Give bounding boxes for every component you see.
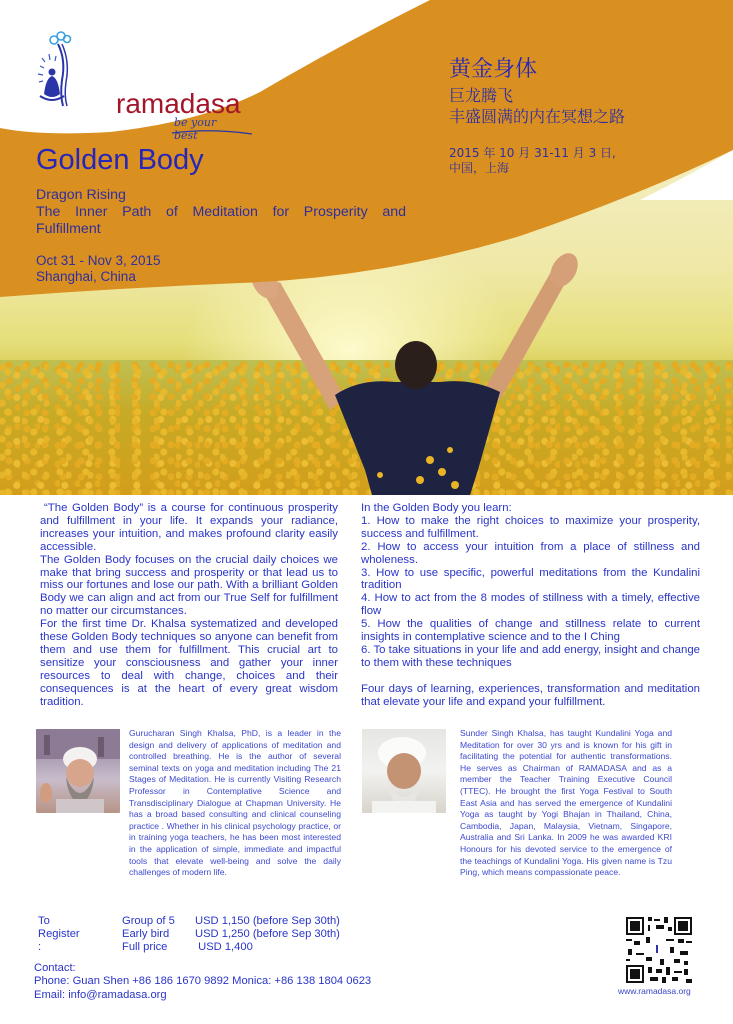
speaker-photo-sunder	[362, 729, 446, 813]
page-title-en: Golden Body	[36, 144, 204, 176]
subtitle-en-line3: Fulfillment	[36, 221, 101, 237]
contact-email[interactable]: Email: info@ramadasa.org	[34, 988, 167, 1001]
learn-item: 5. How the qualities of change and stillness relate to current insights in contemplative science and to the I Ching	[361, 618, 700, 644]
subtitle-zh	[449, 85, 625, 127]
intro-column	[40, 502, 338, 709]
tier-price: USD 1,400	[195, 941, 253, 953]
tier-name: Full price	[122, 941, 168, 953]
speaker-photo-gurucharan	[36, 729, 120, 813]
contact-block	[34, 962, 371, 1002]
brand-tagline: be your best	[174, 116, 217, 142]
website-link[interactable]: www.ramadasa.org	[618, 986, 691, 996]
learn-item: 1. How to make the right choices to maximize your prosperity, success and fulfillment.	[361, 514, 700, 540]
speaker-portrait-icon	[36, 729, 120, 813]
subtitle-zh-line1: 巨龙腾飞	[449, 86, 514, 105]
intro-paragraph: For the first time Dr. Khalsa systematized and developed these Golden Body techniques so anyone can benefit from them and use them for fulfillment. This crucial art to sensitize your consciousness and gather your inner resources to deal with change, choices and their consequences is at the heart of every great wisdom tradition.	[40, 618, 338, 708]
qr-code[interactable]	[626, 917, 692, 983]
learn-item: 3. How to use specific, powerful meditations from the Kundalini tradition	[361, 566, 700, 592]
page-title-zh: 黄金身体	[449, 57, 538, 82]
price-tier	[122, 928, 340, 941]
event-location-zh: 中国，上海	[449, 161, 510, 175]
tier-name: Early bird	[122, 928, 170, 940]
meditating-figure-icon	[36, 30, 116, 110]
tier-price: USD 1,150 (before Sep 30th)	[195, 915, 340, 927]
intro-paragraph: The Golden Body focuses on the crucial daily choices we make that bring success and prosperity or that lead us to miss our fortunes and lose our path. With a brilliant Golden Body we can align and act from our True Self for fulfillment no matter our circumstances.	[40, 553, 338, 618]
tier-name: Group of 5	[122, 915, 175, 927]
subtitle-en-line1: Dragon Rising	[36, 187, 126, 203]
intro-paragraph: “The Golden Body” is a course for continuous prosperity and fulfillment in your life. It expands your radiance, increases your intuition, and makes profound clarity easily accessible.	[40, 502, 338, 553]
event-date: Oct 31 - Nov 3, 2015	[36, 253, 161, 268]
spacer	[361, 670, 700, 683]
learn-item: 2. How to access your intuition from a place of stillness and wholeness.	[361, 540, 700, 566]
subtitle-en	[36, 187, 406, 238]
speaker-bio-gurucharan: Gurucharan Singh Khalsa, PhD, is a leader in the design and delivery of applications of meditation and controlled breathing. He is the author of several seminal texts on yoga and meditation including The 21 Stages of Meditation. He is currently Visiting Research Professor in Contemplative Science and Transdisciplinary Dialogue at Chapman University. He has a broad based consulting and clinical counseling practice . Whether in his clinical psychology practice, or in training yoga teachers, he has been most interested in the application of simple, immediate and impactful tools that elevate well-being and solve the daily challenges of modern life.	[129, 728, 341, 878]
price-tier	[122, 941, 253, 954]
register-label: To Register :	[38, 915, 80, 954]
speaker-bio-sunder: Sunder Singh Khalsa, has taught Kundalini Yoga and Meditation for over 30 yrs and is known for his gift in facilitating the potential for authentic transformations. He serves as Chairman of RAMADASA and as a member the Teacher Training Executive Council (TTEC). He brought the first Yoga Festival to South East Asia and has served the emergence of Kundalini Yoga as taught by Yogi Bhajan in Thailand, China, Cambodia, Japan, Malaysia, Vietnam, Singapore, Australia and Sri Lanka. In 2009 he was awarded KRI Honours for his devoted service to the emergence of the teachings of Kundalini Yoga. His given name is Tzu Ping, which means compassionate peace.	[460, 728, 672, 878]
tier-price: USD 1,250 (before Sep 30th)	[195, 928, 340, 940]
learn-heading: In the Golden Body you learn:	[361, 502, 512, 514]
subtitle-en-line2: The Inner Path of Meditation for Prosperity and	[36, 204, 406, 220]
event-date-zh	[449, 146, 616, 176]
ramadasa-logo[interactable]	[36, 30, 241, 142]
event-date-zh-text: 2015 年 10 月 31-11 月 3 日,	[449, 146, 616, 160]
subtitle-zh-line2: 丰盛圆满的内在冥想之路	[449, 107, 626, 126]
tagline-swoosh	[172, 128, 252, 136]
learn-item: 6. To take situations in your life and add energy, insight and change to them with these techniques	[361, 643, 700, 669]
speaker-portrait-icon	[362, 729, 446, 813]
event-date-en	[36, 253, 161, 285]
learn-item: 4. How to act from the 8 modes of stillness with a timely, effective flow	[361, 592, 700, 618]
event-location: Shanghai, China	[36, 269, 136, 284]
contact-label: Contact:	[34, 962, 76, 974]
learn-column	[361, 502, 700, 709]
contact-phone[interactable]: Phone: Guan Shen +86 186 1670 9892 Monica: +86 138 1804 0623	[34, 975, 372, 988]
learn-closing: Four days of learning, experiences, transformation and meditation that elevate your life and expand your fulfillment.	[361, 682, 700, 708]
price-tier	[122, 915, 340, 928]
brand-wordmark: ramadasa	[116, 88, 241, 119]
